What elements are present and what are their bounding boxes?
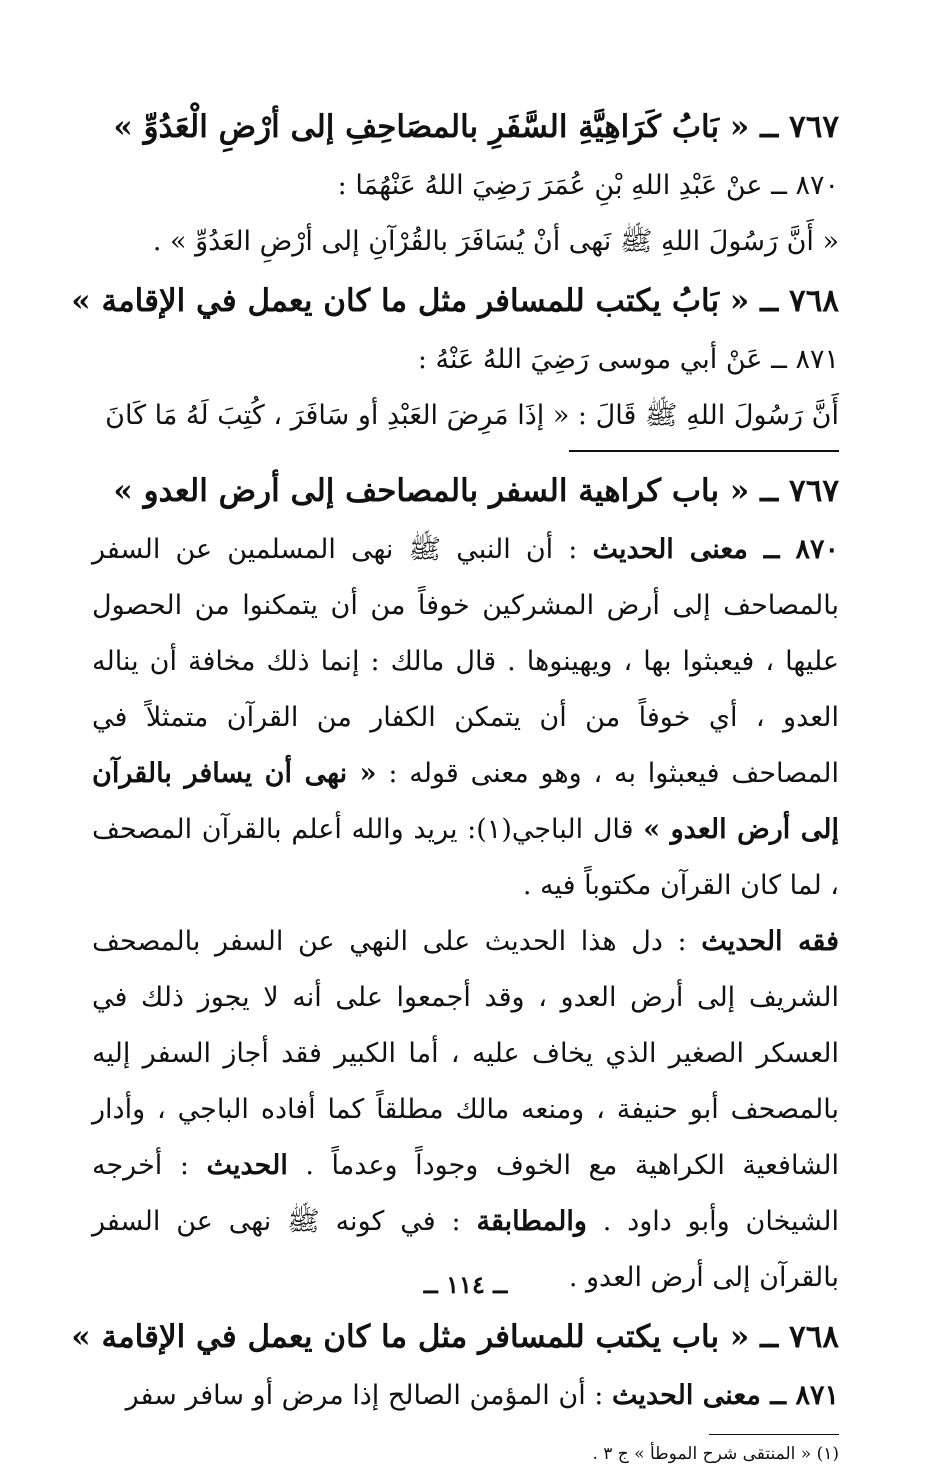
commentary-paragraph-871 (92, 1368, 839, 1424)
section-divider (569, 450, 839, 452)
commentary-heading-767: ٧٦٧ ــ « باب كراهية السفر بالمصاحف إلى أرض العدو » (113, 473, 839, 509)
hadith-text-section (71, 96, 839, 444)
commentary-paragraph-870 (92, 522, 839, 914)
meaning-870-quote: « نهى أن يسافر بالقرآن إلى أرض العدو » (92, 758, 839, 845)
label-meaning-870: ٨٧٠ ــ معنى الحديث (592, 534, 840, 565)
hadith-source-text: : أخرجه الشيخان وأبو داود . (92, 1150, 839, 1237)
footnote-divider (709, 1434, 839, 1435)
commentary-paragraph-fiqh (92, 914, 839, 1306)
commentary-heading-768: ٧٦٨ ــ « باب يكتب للمسافر مثل ما كان يعمل في الإقامة » (71, 1319, 839, 1355)
chapter-heading-767: ٧٦٧ ــ « بَابُ كَرَاهِيَّةِ السَّفَرِ بالمصَاحِفِ إلى أرْضِ الْعَدُوِّ » (113, 109, 839, 145)
correspondence-text: : في كونه ﷺ نهى عن السفر بالقرآن إلى أرض العدو . (92, 1206, 839, 1293)
hadith-871-intro: ٨٧١ ــ عَنْ أبي موسى رَضِيَ اللهُ عَنْهُ : (417, 344, 839, 375)
meaning-870-text-a: : أن النبي ﷺ نهى المسلمين عن السفر بالمصاحف إلى أرض المشركين خوفاً من أن يتمكنوا من الحصول عليها ، فيعبثوا بها ، ويهينوها . قال مالك : إنما ذلك مخافة أن يناله العدو ، أي خوفاً من أن يتمكن الكفار من القرآن متمثلاً في المصاحف فيعبثوا به ، وهو معنى قوله : (92, 534, 839, 789)
hadith-871-text: أَنَّ رَسُولَ اللهِ ﷺ قَالَ : « إذَا مَرِضَ العَبْدِ أو سَافَرَ ، كُتِبَ لَهُ مَا كَانَ (105, 400, 839, 431)
label-hadith-source: الحديث (206, 1150, 288, 1181)
label-meaning-871: ٨٧١ ــ معنى الحديث (611, 1380, 839, 1411)
meaning-871-text: : أن المؤمن الصالح إذا مرض أو سافر سفر (125, 1380, 612, 1411)
chapter-heading-768: ٧٦٨ ــ « بَابُ يكتب للمسافر مثل ما كان يعمل في الإقامة » (71, 283, 839, 319)
label-fiqh: فقه الحديث (701, 926, 840, 957)
hadith-870-intro: ٨٧٠ ــ عنْ عَبْدِ اللهِ بْنِ عُمَرَ رَضِيَ اللهُ عَنْهُمَا : (337, 170, 839, 201)
hadith-870-text: « أَنَّ رَسُولَ اللهِ ﷺ نَهى أنْ يُسَافَرَ بالقُرْآنِ إلى أرْضِ العَدُوِّ » . (152, 226, 839, 257)
fiqh-text-a: : دل هذا الحديث على النهي عن السفر بالمصحف الشريف إلى أرض العدو ، وقد أجمعوا على أنه لا يجوز ذلك في العسكر الصغير الذي يخاف عليه ، أما الكبير فقد أجاز السفر إليه بالمصحف أبو حنيفة ، ومنعه مالك مطلقاً كما أفاده الباجي ، وأدار الشافعية الكراهية مع الخوف وجوداً وعدماً . (92, 926, 839, 1181)
label-correspondence: والمطابقة (476, 1206, 587, 1237)
meaning-870-text-b: قال الباجي(١): يريد والله أعلم بالقرآن المصحف ، لما كان القرآن مكتوباً فيه . (92, 814, 839, 901)
book-page (71, 96, 840, 1464)
footnote: (١) « المنتقى شرح الموطأ » ج ٣ . (592, 1444, 839, 1464)
page-number: ــ ١١٤ ــ (423, 1270, 508, 1299)
